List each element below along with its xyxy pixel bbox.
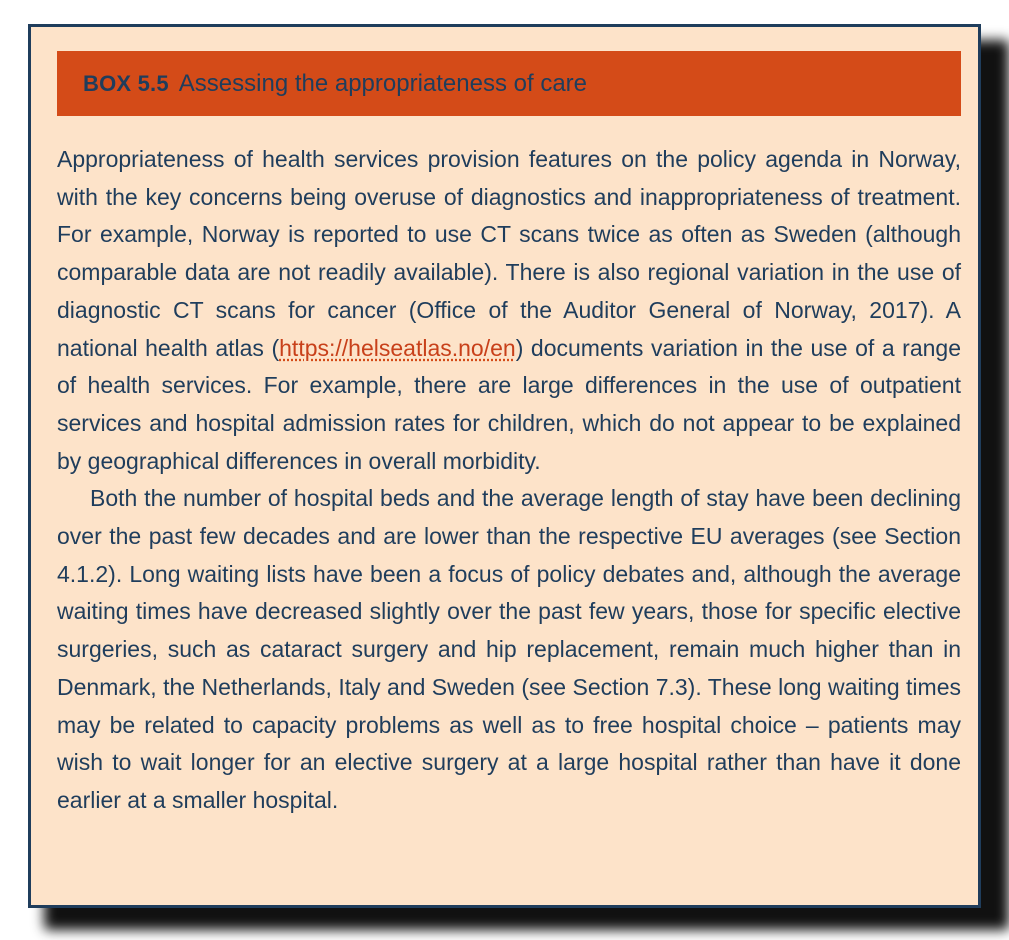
paragraph-1-text-end: ) documents variation in the use of a range of health services. For example, there are large differences in the use of outpatient services and hospital admission rates for children, which do not appear to be explained by geographical differences in overall morbidity. (57, 334, 961, 474)
helseatlas-link[interactable]: https://helseatlas.no/en (279, 334, 516, 361)
box-label: BOX 5.5 (83, 70, 169, 96)
paragraph-1-text-start: Appropriateness of health services provision features on the policy agenda in Norway, with the key concerns being overuse of diagnostics and inappropriateness of treatment. For example, Norway is reported to use CT scans twice as often as Sweden (although comparable data are not readily available). There is also regional variation in the use of diagnostic CT scans for cancer (Office of the Auditor General of Norway, 2017). A national health atlas ( (57, 146, 961, 361)
paragraph-1 (57, 141, 961, 480)
paragraph-2: Both the number of hospital beds and the average length of stay have been declining over the past few decades and are lower than the respective EU averages (see Section 4.1.2). Long waiting lists have been a focus of policy debates and, although the average waiting times have decreased slightly over the past few years, those for specific elective surgeries, such as cataract surgery and hip replacement, remain much higher than in Denmark, the Netherlands, Italy and Sweden (see Section 7.3). These long waiting times may be related to capacity problems as well as to free hospital choice – patients may wish to wait longer for an elective surgery at a large hospital rather than have it done earlier at a smaller hospital. (57, 485, 961, 813)
box-header (57, 51, 961, 116)
info-box (28, 24, 981, 908)
box-title: Assessing the appropriateness of care (178, 69, 588, 97)
box-body (57, 141, 961, 820)
